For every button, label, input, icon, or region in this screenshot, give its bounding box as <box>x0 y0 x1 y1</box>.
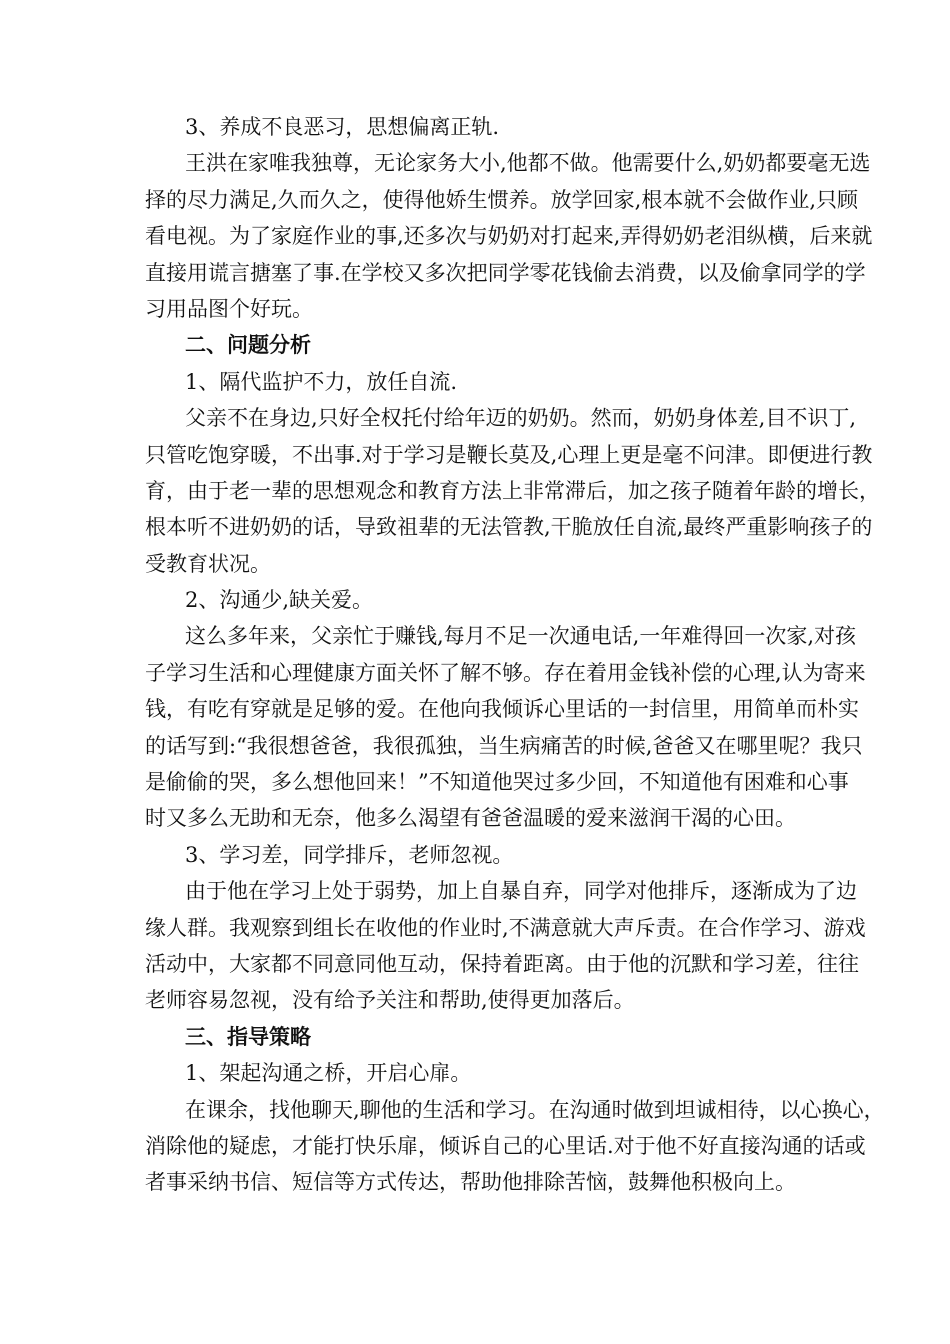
text-line: 时又多么无助和无奈，他多么渴望有爸爸温暖的爱来滋润干渴的心田。 <box>145 806 796 831</box>
text-line: 育，由于老一辈的思想观念和教育方法上非常滞后，加之孩子随着年龄的增长， <box>145 478 880 503</box>
text-line: 父亲不在身边,只好全权托付给年迈的奶奶。然而，奶奶身体差,目不识丁, <box>185 406 857 431</box>
text-line: 消除他的疑虑，才能打快乐扉，倾诉自己的心里话.对于他不好直接沟通的话或 <box>145 1133 866 1158</box>
text-line: 活动中，大家都不同意同他互动，保持着距离。由于他的沉默和学习差，往往 <box>145 951 859 976</box>
paragraph <box>145 1092 885 1201</box>
text-line: 在课余，找他聊天,聊他的生活和学习。在沟通时做到坦诚相待，以心换心， <box>185 1097 885 1122</box>
text-line: 子学习生活和心理健康方面关怀了解不够。存在着用金钱补偿的心理,认为寄来 <box>145 660 866 685</box>
text-line: 习用品图个好玩。 <box>145 296 313 321</box>
document-body <box>145 109 885 1201</box>
text-line: 老师容易忽视，没有给予关注和帮助,使得更加落后。 <box>145 988 635 1013</box>
text-line: 钱，有吃有穿就是足够的爱。在他向我倾诉心里话的一封信里，用简单而朴实 <box>145 697 859 722</box>
paragraph <box>145 145 873 327</box>
text-line: 只管吃饱穿暖，不出事.对于学习是鞭长莫及,心理上更是毫不问津。即便进行教 <box>145 442 873 467</box>
text-line: 的话写到:“我很想爸爸，我很孤独，当生病痛苦的时候,爸爸又在哪里呢？我只 <box>145 733 863 758</box>
text-line: 3、养成不良恶习，思想偏离正轨. <box>185 115 500 139</box>
text-line: 2、沟通少,缺关爱。 <box>185 588 374 613</box>
subsection-heading <box>145 837 806 873</box>
subsection-heading <box>145 582 806 618</box>
paragraph <box>145 618 866 836</box>
text-line: 王洪在家唯我独尊，无论家务大小,他都不做。他需要什么,奶奶都要毫无选 <box>185 151 871 176</box>
text-line: 1、架起沟通之桥，开启心扉。 <box>185 1061 472 1086</box>
text-line: 择的尽力满足,久而久之，使得他娇生惯养。放学回家,根本就不会做作业,只顾 <box>145 187 859 212</box>
subsection-heading <box>145 1055 806 1091</box>
text-line: 根本听不进奶奶的话，导致祖辈的无法管教,干脆放任自流,最终严重影响孩子的 <box>145 515 873 540</box>
text-line: 缘人群。我观察到组长在收他的作业时,不满意就大声斥责。在合作学习、游戏 <box>145 915 866 940</box>
text-line: 受教育状况。 <box>145 551 271 576</box>
subsection-heading <box>145 109 806 145</box>
text-line: 3、学习差，同学排斥，老师忽视。 <box>185 842 514 867</box>
text-line: 这么多年来，父亲忙于赚钱,每月不足一次通电话,一年难得回一次家,对孩 <box>185 624 857 649</box>
text-line: 是偷偷的哭，多么想他回来！”不知道他哭过多少回，不知道他有困难和心事 <box>145 770 849 795</box>
paragraph <box>145 400 880 582</box>
subsection-heading <box>145 364 806 400</box>
text-line: 看电视。为了家庭作业的事,还多次与奶奶对打起来,弄得奶奶老泪纵横，后来就 <box>145 224 873 249</box>
text-line: 直接用谎言搪塞了事.在学校又多次把同学零花钱偷去消费，以及偷拿同学的学 <box>145 260 866 285</box>
paragraph <box>145 873 866 1019</box>
text-line: 二、问题分析 <box>185 332 311 358</box>
section-heading <box>145 327 806 363</box>
text-line: 1、隔代监护不力，放任自流. <box>185 369 458 394</box>
section-heading <box>145 1019 806 1055</box>
text-line: 者事采纳书信、短信等方式传达，帮助他排除苦恼，鼓舞他积极向上。 <box>145 1170 796 1195</box>
text-line: 由于他在学习上处于弱势，加上自暴自弃，同学对他排斥，逐渐成为了边 <box>185 879 857 904</box>
text-line: 三、指导策略 <box>185 1023 311 1049</box>
